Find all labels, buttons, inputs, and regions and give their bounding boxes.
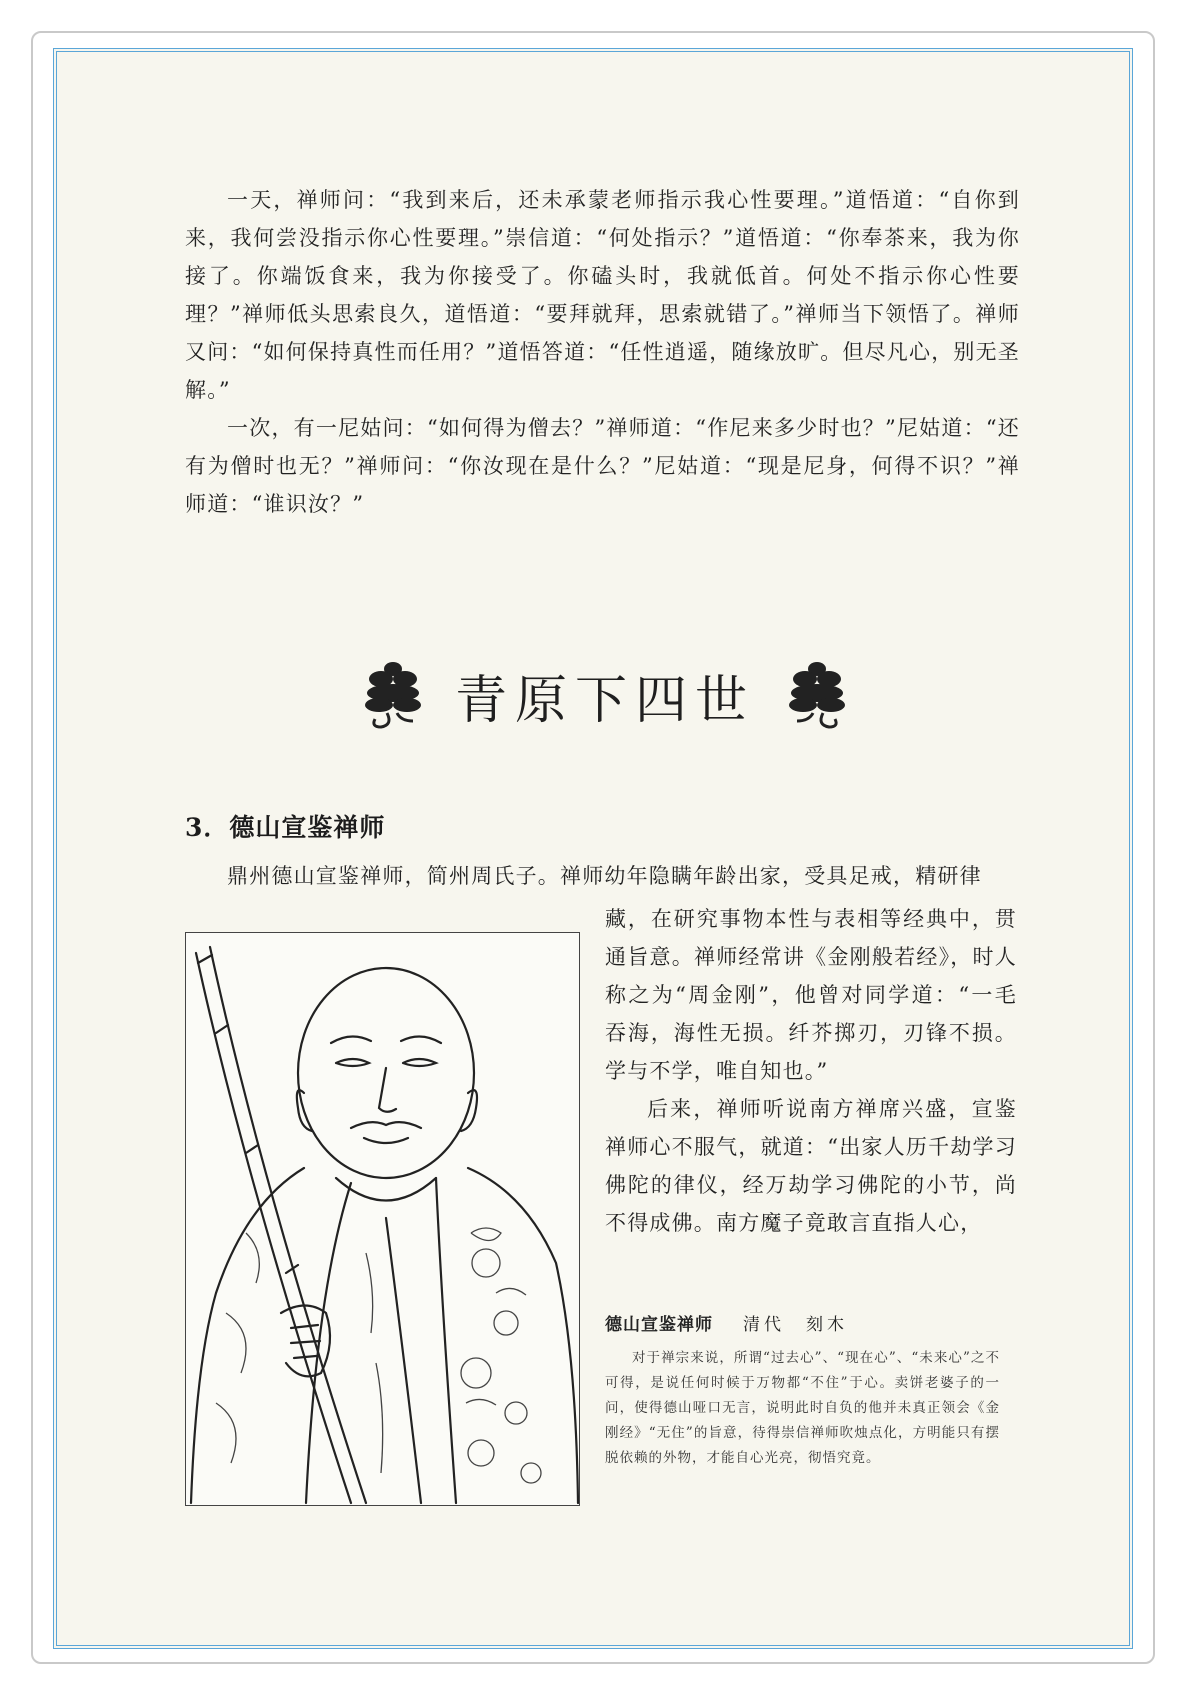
chapter-title-row <box>350 640 860 750</box>
right-paragraph-2: 后来，禅师听说南方禅席兴盛，宣鉴禅师心不服气，就道：“出家人历千劫学习佛陀的律仪，经万劫学习佛陀的小节，尚不得成佛。南方魔子竟敢言直指人心， <box>605 1097 1017 1235</box>
cloud-ornament-right-icon <box>781 655 853 735</box>
top-text-block <box>185 181 1020 523</box>
caption-title-text: 德山宣鉴禅师 <box>605 1315 713 1335</box>
paragraph-dialogue-1: 一天，禅师问：“我到来后，还未承蒙老师指示我心性要理。”道悟道：“自你到来，我何尝没指示你心性要理。”崇信道：“何处指示？”道悟道：“你奉茶来，我为你接了。你端饭食来，我为你接受了。你磕头时，我就低首。何处不指示你心性要理？”禅师低头思索良久，道悟道：“要拜就拜，思索就错了。”禅师当下领悟了。禅师又问：“如何保持真性而任用？”道悟答道：“任性逍遥，随缘放旷。但尽凡心，别无圣解。” <box>185 188 1021 402</box>
caption-subtitle: 清代 刻木 <box>743 1315 848 1335</box>
intro-paragraph: 鼎州德山宣鉴禅师，简州周氏子。禅师幼年隐瞒年龄出家，受具足戒，精研律 <box>227 864 982 888</box>
figure-caption-title <box>605 1310 848 1335</box>
right-column-text <box>605 900 1017 1242</box>
right-paragraph-1: 藏，在研究事物本性与表相等经典中，贯通旨意。禅师经常讲《金刚般若经》，时人称之为“周金刚”，他曾对同学道：“一毛吞海，海性无损。纤芥掷刃，刃锋不损。学与不学，唯自知也。” <box>605 907 1017 1083</box>
monk-portrait-illustration <box>186 933 580 1506</box>
chapter-title: 青原下四世 <box>454 670 755 731</box>
intro-line <box>185 857 1020 895</box>
cloud-ornament-left-icon <box>357 655 429 735</box>
figure-caption-body: 对于禅宗来说，所谓“过去心”、“现在心”、“未来心”之不可得，是说任何时候于万物都“不住”于心。卖饼老婆子的一问，使得德山哑口无言，说明此时自负的他并未真正领会《金刚经》“无住”的旨意，待得崇信禅师吹烛点化，方明能只有摆脱依赖的外物，才能自心光亮，彻悟究竟。 <box>605 1350 1000 1466</box>
paragraph-dialogue-2: 一次，有一尼姑问：“如何得为僧去？”禅师道：“作尼来多少时也？”尼姑道：“还有为僧时也无？”禅师问：“你汝现在是什么？”尼姑道：“现是尼身，何得不识？”禅师道：“谁识汝？” <box>185 416 1020 516</box>
monk-portrait-figure <box>185 932 580 1506</box>
section-heading: 3．德山宣鉴禅师 <box>185 813 386 842</box>
